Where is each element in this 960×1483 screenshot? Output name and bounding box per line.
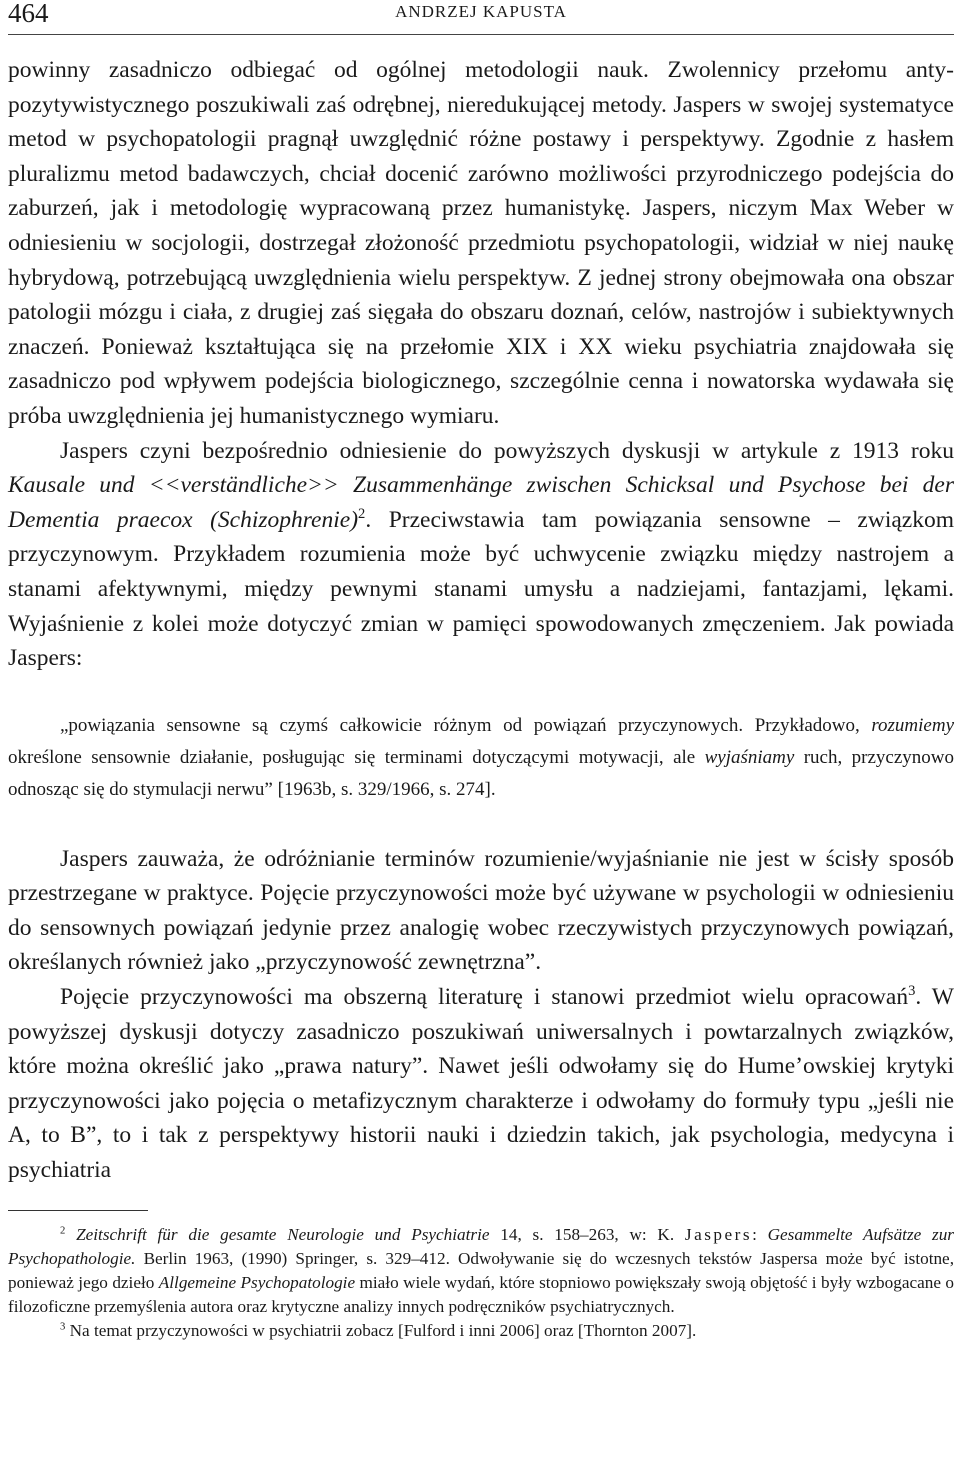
footnote-3-number: 3 bbox=[60, 1321, 66, 1333]
paragraph-4 bbox=[8, 980, 954, 1188]
fn3-text: Na temat przyczynowości w psychiatrii zobacz [Fulford i inni 2006] oraz [Thornton 2007]. bbox=[65, 1321, 697, 1341]
page bbox=[8, 0, 954, 1344]
book-title-2: Allgemeine Psychopatologie bbox=[158, 1273, 356, 1293]
quote-italic-2: wyjaśniamy bbox=[704, 746, 795, 768]
running-header bbox=[8, 0, 954, 35]
quote-text bbox=[8, 710, 954, 806]
block-quote bbox=[8, 710, 954, 806]
footnote-3 bbox=[8, 1319, 954, 1343]
footnotes bbox=[8, 1223, 954, 1344]
fn2-a: 14, s. 158–263, w: K. bbox=[489, 1224, 685, 1244]
footnote-ref-2: 2 bbox=[358, 505, 366, 522]
page-number: 464 bbox=[8, 0, 49, 28]
author-name: Jaspers bbox=[684, 1224, 753, 1244]
journal-title: Zeitschrift für die gesamte Neurologie und Psychiatrie bbox=[76, 1224, 490, 1244]
paragraph-1: powinny zasadniczo odbiegać od ogólnej metodologii nauk. Zwolennicy przełomu anty-pozytywistycznego poszukiwali zaś odrębnej, nieredukującej metody. Jaspers w swojej systematyce metod w psychopatologii pragnął uwzględnić różne postawy i perspektywy. Zgodnie z hasłem pluralizmu metod badawczych, chciał docenić zarówno możliwości przyrodniczego podejścia do zaburzeń, jak i metodologię wypracowaną przez humanistykę. Jaspers, niczym Max Weber w odniesieniu w socjologii, dostrzegał złożoność przedmiotu psychopatologii, widział w niej naukę hybrydową, potrzebującą uwzględnienia wielu perspektyw. Z jednej strony obejmowała ona obszar patologii mózgu i ciała, z drugiej zaś sięgała do obszaru doznań, celów, nastrojów i subiektywnych znaczeń. Ponieważ kształtująca się na przełomie XIX i XX wieku psychiatria znajdowała się zasadniczo pod wpływem podejścia biologicznego, szczególnie cenna i nowatorska wydawała się próba uwzględnienia jej humanistycznego wymiaru. bbox=[8, 57, 954, 429]
article-title: Kausale und <<verständliche>> Zusammenhänge zwischen Schicksal und Psychose bei der Dementia praecox (Schizophrenie) bbox=[8, 472, 954, 533]
paragraph-3: Jaspers zauważa, że odróżnianie terminów rozumienie/wyjaśnianie nie jest w ścisły sposób przestrzegane w praktyce. Pojęcie przyczynowości może być używane w psychologii w odniesieniu do sensownych powiązań jedynie przez analogię wobec rzeczywistych przyczynowych powiązań, określanych również jako „przyczynowość zewnętrzna”. bbox=[8, 845, 954, 976]
p4-text-a: Pojęcie przyczynowości ma obszerną literaturę i stanowi przedmiot wielu opracowań bbox=[60, 984, 909, 1011]
quote-italic-1: rozumiemy bbox=[871, 714, 954, 736]
main-text-continued bbox=[8, 842, 954, 1188]
p2-text-b: . Przeciwstawia tam powiązania sensowne – związkom przyczynowym. Przykładem rozumienia może być uchwycenie związku między nastrojem a stanami afektywnymi, między pewnymi stanami umysłu a nadziejami, fantazjami, lękami. Wyjaśnienie z kolei może dotyczyć zmian w pamięci spowodowanych zmęczeniem. Jak powiada Jaspers: bbox=[8, 506, 955, 672]
running-head-author: ANDRZEJ KAPUSTA bbox=[395, 2, 567, 21]
quote-a: „powiązania sensowne są czymś całkowicie różnym od powiązań przyczynowych. Przykładowo, bbox=[60, 714, 872, 736]
fn2-c: Berlin 1963, (1990) Springer, s. 329–412. Odwoływanie się do wczesnych tekstów Jaspersa może być istotne, ponieważ jego dzieło bbox=[8, 1248, 954, 1293]
p2-text-a: Jaspers czyni bezpośrednio odniesienie do powyższych dyskusji w artykule z 1913 roku bbox=[60, 437, 954, 464]
paragraph-2 bbox=[8, 434, 954, 676]
footnote-separator bbox=[8, 1210, 148, 1211]
footnote-2 bbox=[8, 1223, 954, 1320]
p4-text-b: . W powyższej dyskusji dotyczy zasadniczo poszukiwań uniwersalnych i powtarzalnych związków, które można określić jako „prawa natury”. Nawet jeśli odwołamy się do Hume’owskiej krytyki przyczynowości jako pojęcia o metafizycznym charakterze i odwołamy do formuły typu „jeśli nie A, to B”, to i tak z perspektywy historii nauki i dziedzin takich, jak psychologia, medycyna i psychiatria bbox=[8, 984, 954, 1184]
quote-b: określone sensownie działanie, posługując się terminami dotyczącymi motywacji, ale bbox=[8, 746, 705, 768]
fn2-d: miało wiele wydań, które stopniowo powiększały swoją objętość i były wzbogacane o filozoficzne przemyślenia autora oraz krytyczne analizy innych podręczników psychiatrycznych. bbox=[8, 1273, 954, 1317]
footnote-ref-3: 3 bbox=[908, 983, 916, 1000]
fn2-b: : bbox=[752, 1224, 768, 1244]
quote-c: ruch, przyczynowo odnosząc się do stymulacji nerwu” [1963b, s. 329/1966, s. 274]. bbox=[8, 746, 954, 800]
main-text bbox=[8, 53, 954, 676]
footnote-2-number: 2 bbox=[60, 1224, 66, 1236]
book-title: Gesammelte Aufsätze zur Psychopathologie. bbox=[8, 1224, 954, 1268]
